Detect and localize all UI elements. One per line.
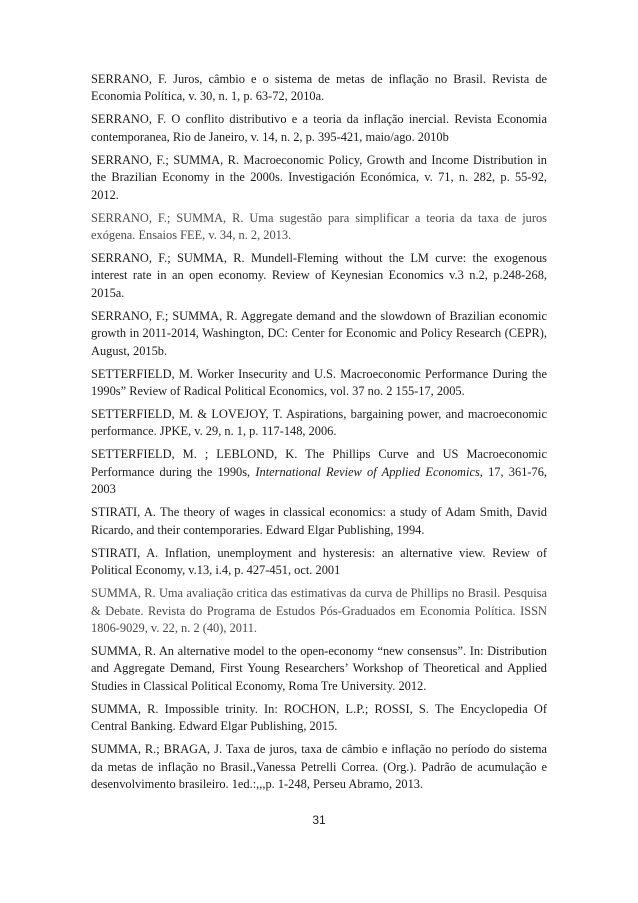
journal-title: International Review of Applied Economics xyxy=(255,464,480,479)
reference-text: SETTERFIELD, M. ; LEBLOND, K. The Phillips Curve and US Macroeconomic Performance during the 1990s, xyxy=(91,447,547,479)
reference-text: , 17, 361-76, 2003 xyxy=(91,464,547,497)
reference-entry: SETTERFIELD, M. Worker Insecurity and U.S. Macroeconomic Performance During the 1990s” Review of Radical Political Economics, vol. 37 no. 2 155-17, 2005. xyxy=(91,366,547,399)
reference-entry: SUMMA, R. Uma avaliação critica das estimativas da curva de Phillips no Brasil. Pesquisa & Debate. Revista do Programa de Estudos Pós-Graduados em Economia Política. ISSN 1806-9029, v. 22, n. 2 (40), 2011. xyxy=(91,586,547,635)
reference-entry: STIRATI, A. The theory of wages in classical economics: a study of Adam Smith, David Ricardo, and their contemporaries. Edward Elgar Publishing, 1994. xyxy=(91,505,547,537)
reference-entry: SERRANO, F.; SUMMA, R. Macroeconomic Policy, Growth and Income Distribution in the Brazilian Economy in the 2000s. Investigación Económica, v. 71, n. 282, p. 55-92, 2012. xyxy=(91,152,547,202)
reference-entry: SERRANO, F. O conflito distributivo e a teoria da inflação inercial. Revista Economia contemporanea, Rio de Janeiro, v. 14, n. 2, p. 395-421, maio/ago. 2010b xyxy=(91,112,547,144)
reference-entry: STIRATI, A. Inflation, unemployment and hysteresis: an alternative view. Review of Political Economy, v.13, i.4, p. 427-451, oct. 2001 xyxy=(91,545,547,578)
reference-entry: SETTERFIELD, M. & LOVEJOY, T. Aspirations, bargaining power, and macroeconomic performance. JPKE, v. 29, n. 1, p. 117-148, 2006. xyxy=(91,407,547,439)
reference-entry: SERRANO, F. Juros, câmbio e o sistema de metas de inflação no Brasil. Revista de Economia Política, v. 30, n. 1, p. 63-72, 2010a. xyxy=(91,72,547,104)
reference-entry: SUMMA, R.; BRAGA, J. Taxa de juros, taxa de câmbio e inflação no período do sistema da metas de inflação no Brasil.,Vanessa Petrelli Correa. (Org.). Padrão de acumulação e desenvolvimento brasileiro. 1ed.:,,,p. 1-248, Perseu Abramo, 2013. xyxy=(91,742,547,791)
reference-entry xyxy=(91,446,547,498)
reference-entry: SUMMA, R. Impossible trinity. In: ROCHON, L.P.; ROSSI, S. The Encyclopedia Of Central Banking. Edward Elgar Publishing, 2015. xyxy=(91,701,547,734)
reference-entry: SUMMA, R. An alternative model to the open-economy “new consensus”. In: Distribution and Aggregate Demand, First Young Researchers’ Workshop of Theoretical and Applied Studies in Classical Political Economy, Roma Tre University. 2012. xyxy=(91,643,547,693)
reference-entry: SERRANO, F.; SUMMA, R. Uma sugestão para simplificar a teoria da taxa de juros exógena. Ensaios FEE, v. 34, n. 2, 2013. xyxy=(91,210,547,243)
page-number: 31 xyxy=(312,813,326,827)
reference-list xyxy=(91,71,547,799)
reference-entry: SERRANO, F.; SUMMA, R. Mundell-Fleming without the LM curve: the exogenous interest rate in an open economy. Review of Keynesian Economics v.3 n.2, p.248-268, 2015a. xyxy=(91,251,547,300)
reference-entry: SERRANO, F.; SUMMA, R. Aggregate demand and the slowdown of Brazilian economic growth in 2011-2014, Washington, DC: Center for Economic and Policy Research (CEPR), August, 2015b. xyxy=(91,308,547,358)
